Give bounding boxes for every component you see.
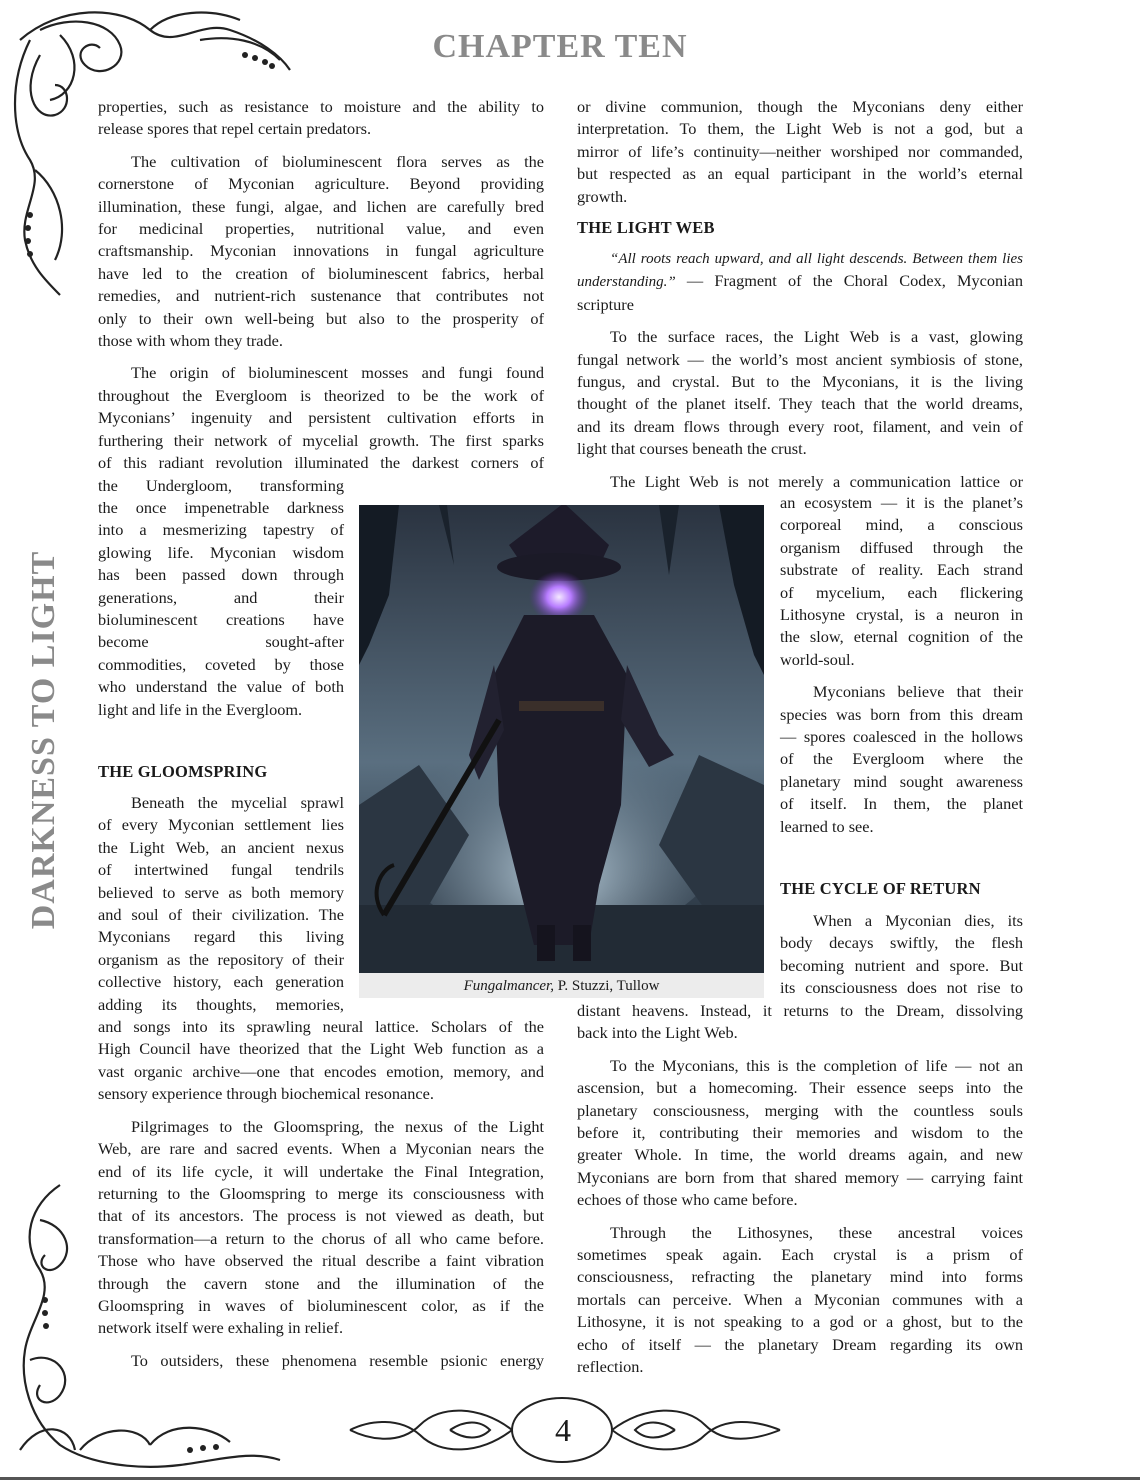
paragraph-left-1: The cultivation of bioluminescent flora serves as the cornerstone of Myconian agriculture. Beyond providing illumination, these fungi, algae, and lichen are carefully bred for medicinal properties, nutritional value, and even craftsmanship. Myconian innovations in fungal agriculture have led to the creation of bioluminescent fabrics, herbal remedies, and nutrient-rich sustenance that contributes not only to their own well-being but also to the prosperity of those with whom they trade. <box>98 151 544 351</box>
paragraph-left-2: The origin of bioluminescent mosses and fungi found throughout the Evergloom is theorized to be the work of Myconians’ ingenuity and persistent cultivation efforts in furthering their network of mycelial growth. The first sparks of this radiant revolution illuminated the darkest corners of <box>98 363 544 473</box>
right-column-wrap-2: When a Myconian dies, its body decays swiftly, the flesh becoming nutrient and spore. But its consciousness does not rise to <box>780 911 1023 998</box>
paragraph-left-5: To outsiders, these phenomena resemble psionic energy <box>131 1350 544 1370</box>
figure-caption: Fungalmancer, P. Stuzzi, Tullow <box>463 978 660 994</box>
paragraph-right-5: To the Myconians, this is the completion of life — not an ascension, but a homecoming. Their essence seeps into the planetary consciousness, merging with the countless souls before it, contributing their memories and wisdom to the greater Whole. In time, the world dreams again, and new Myconians are born from that shared memory — carrying faint echoes of those who came before. <box>577 1055 1023 1210</box>
paragraph-left-4: Pilgrimages to the Gloomspring, the nexus of the Light Web, are rare and sacred events. When a Myconian nears the end of its life cycle, it will undertake the Final Integration, returning to the Gloomspring to merge its consciousness with that of its ancestors. The process is not viewed as death, but transformation—a return to the chorus of all who came before. Those who have observed the ritual describe a faint vibration through the cavern stone and the illumination of the Gloomspring in waves of bioluminescent color, as if the network itself were exhaling in relief. <box>98 1116 544 1338</box>
left-column: properties, such as resistance to moisture and the ability to release spores that repel certain predators. The cultivation of bioluminescent flora serves as the cornerstone of Myconian agriculture. Beyond providing illumination, these fungi, algae, and lichen are carefully bred for medicinal properties, nutritional value, and even craftsmanship. Myconian innovations in fungal agriculture have led to the creation of bioluminescent fabrics, herbal remedies, and nutrient-rich sustenance that contributes not only to their own well-being but also to the prosperity of those with whom they trade. The origin of bioluminescent mosses and fungi found throughout the Evergloom is theorized to be the work of Myconians’ ingenuity and persistent cultivation efforts in furthering their network of mycelial growth. The first sparks of this radiant revolution illuminated the darkest corners of the Undergloom, transforming the once impenetrable darkness into a mesmerizing tapestry of glowing life. Myconian wisdom has been passed down through generations, and their bioluminescent creations have become sought-after commodities, coveted by those who understand the value of both light and life in the Evergloom. <box>98 97 544 719</box>
left-column-lower: Beneath the mycelial sprawl of every Myconian settlement lies the Light Web, an ancient nexus of intertwined fungal tendrils believed to serve as both memory and soul of their civilization. The Myconians regard this living organism as the repository of their collective history, each generation adding its thoughts, memories, and songs into its sprawling neural lattice. Scholars of the High Council have theorized that the Light Web function as a vast organic archive—one that encodes emotion, memory, and sensory experience through biochemical resonance. Pilgrimages to the Gloomspring, the nexus of the Light Web, are rare and sacred events. When a Myconian nears the end of its life cycle, it will undertake the Final Integration, returning to the Gloomspring to merge its consciousness with that of its ancestors. The process is not viewed as death, but transformation—a return to the chorus of all who came before. Those who have observed the ritual describe a faint vibration through the cavern stone and the illumination of the Gloomspring in waves of bioluminescent color, as if the network itself were exhaling in relief. To outsiders, these phenomena resemble psionic energy <box>98 792 544 1372</box>
paragraph-right-0: or divine communion, though the Myconians deny either interpretation. To them, the Light Web is not a god, but a mirror of life’s continuity—neither worshiped nor commanded, but respected as an equal participant in the world’s eternal growth. <box>577 97 1023 206</box>
side-title: DARKNESS TO LIGHT <box>25 550 62 930</box>
heading-light-web: THE LIGHT WEB <box>577 218 715 238</box>
paragraph-right-6: Through the Lithosynes, these ancestral voices sometimes speak again. Each crystal is a prism of consciousness, refracting the planetary mind into forms mortals can perceive. When a Myconian communes with a Lithosyne, it is not speaking to a god or a ghost, but to the echo of itself — the planetary Dream regarding its own reflection. <box>577 1222 1023 1377</box>
right-column <box>577 96 1023 493</box>
chapter-title: CHAPTER TEN <box>432 28 688 65</box>
right-column-wrap: an ecosystem — it is the planet’s corporeal mind, a conscious organism diffused through the substrate of reality. Each strand of mycelium, each flickering Lithosyne crystal, is a neuron in the slow, eternal cognition of the world-soul. Myconians believe that their species was born from this dream — spores coalesced in the hollows of the Evergloom where the planetary mind sought awareness of itself. In them, the planet learned to see. <box>780 493 1023 836</box>
right-column-lower: distant heavens. Instead, it returns to the Dream, dissolving back into the Light Web. To the Myconians, this is the completion of life — not an ascension, but a homecoming. Their essence seeps into the planetary consciousness, merging with the countless souls before it, contributing their memories and wisdom to the greater Whole. In time, the world dreams again, and new Myconians are born from that shared memory — carrying faint echoes of those who came before. Through the Lithosynes, these ancestral voices sometimes speak again. Each crystal is a prism of consciousness, refracting the planetary mind into forms mortals can perceive. When a Myconian communes with a Lithosyne, it is not speaking to a god or a ghost, but to the echo of itself — the planetary Dream regarding its own reflection. <box>577 1000 1023 1379</box>
paragraph-left-0: properties, such as resistance to moisture and the ability to release spores that repel certain predators. <box>98 97 544 139</box>
heading-gloomspring: THE GLOOMSPRING <box>98 762 268 781</box>
heading-cycle-of-return: THE CYCLE OF RETURN <box>780 879 981 898</box>
paragraph-right-2-first: The Light Web is not merely a communication lattice or <box>610 471 1023 491</box>
paragraph-right-1: To the surface races, the Light Web is a vast, glowing fungal network — the world’s most ancient symbiosis of stone, fungus, and crystal. But to the Myconians, it is the living thought of the planet itself. They teach that the world dreams, and its dream flows through every root, filament, and vein of light that courses beneath the crust. <box>577 327 1023 459</box>
epigraph-quote: “All roots reach upward, and all light descends. Between them lies understanding.” — Fragment of the Choral Codex, Myconian scripture <box>577 251 1023 314</box>
illustration-figure <box>359 505 764 998</box>
fungalmancer-illustration <box>359 505 764 973</box>
page-number: 4 <box>555 1412 571 1448</box>
